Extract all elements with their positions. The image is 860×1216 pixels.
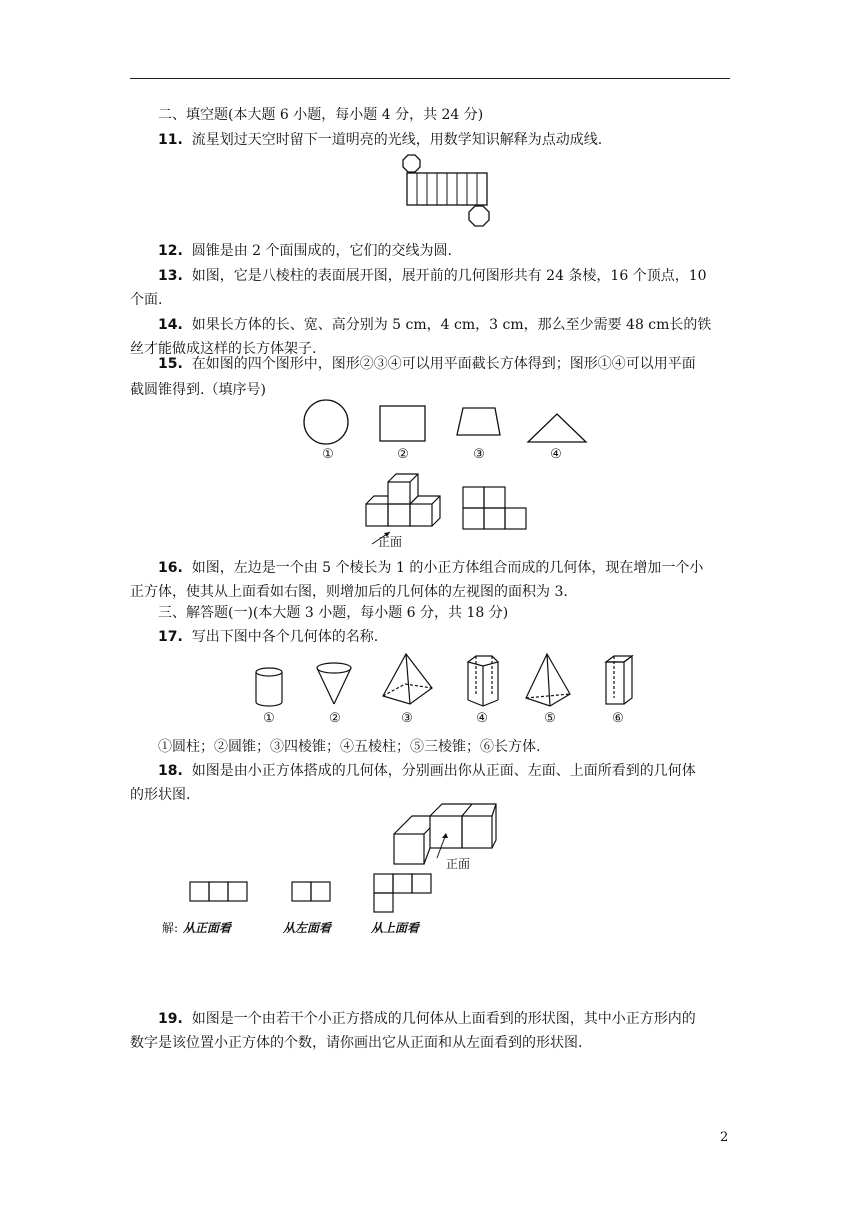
q16-front-label: 正面 [378,535,403,549]
left-view-drawing [292,882,330,901]
cylinder-shape [256,668,282,706]
cone-shape [317,663,351,704]
q15-shapes-figure [300,398,600,448]
question-13 [130,267,758,285]
question-number: 16. [158,560,183,576]
question-text: 如图，左边是一个由 5 个棱长为 1 的小正方体组合而成的几何体，现在增加一个小 [191,560,704,576]
q18-solution-views-figure [188,874,438,920]
question-16 [130,559,758,577]
circle-shape [304,400,348,444]
q16-cube-solid-figure [360,466,450,546]
question-number: 17. [158,629,183,645]
question-number: 13. [158,268,183,284]
octagonal-prism-net-figure [395,150,495,235]
q17-label-1: ① [263,711,275,726]
q15-label-2: ② [397,447,409,462]
question-18 [130,762,758,780]
question-19 [130,1010,758,1028]
header-rule [130,78,730,79]
question-19-cont: 数字是该位置小正方体的个数，请你画出它从正面和从左面看到的形状图. [130,1035,583,1051]
q18-front-label: 正面 [446,857,471,871]
q15-label-4: ④ [550,447,562,462]
question-14-cont: 丝才能做成这样的长方体架子. [130,341,317,357]
question-text: 如图是由小正方体搭成的几何体，分别画出你从正面、左面、上面所看到的几何体 [191,763,696,779]
q15-label-1: ① [322,447,334,462]
left-view-caption: 从左面看 [283,921,332,935]
question-number: 19. [158,1011,183,1027]
question-14 [130,316,758,334]
front-view-caption: 从正面看 [183,921,232,935]
pentagonal-prism-shape [468,656,498,706]
question-number: 11. [158,132,183,148]
trapezoid-shape [457,408,500,435]
question-number: 14. [158,317,183,333]
question-number: 15. [158,356,183,372]
solution-prefix: 解: [162,921,179,935]
q17-label-4: ④ [476,711,488,726]
top-view-drawing [374,874,431,912]
triangle-shape [528,414,586,442]
section3-heading: 三、解答题(一)(本大题 3 小题，每小题 6 分，共 18 分) [158,605,509,621]
question-number: 18. [158,763,183,779]
question-16-cont: 正方体，使其从上面看如右图，则增加后的几何体的左视图的面积为 3. [130,584,568,600]
question-15 [130,355,758,373]
q17-label-5: ⑤ [544,711,556,726]
question-18-cont: 的形状图. [130,787,191,803]
triangular-pyramid-shape [526,654,570,706]
page-number: 2 [720,1130,729,1145]
question-text: 圆锥是由 2 个面围成的，它们的交线为圆. [191,243,452,259]
q15-label-3: ③ [473,447,485,462]
top-view-caption: 从上面看 [371,921,420,935]
question-13-cont: 个面. [130,292,163,308]
question-number: 12. [158,243,183,259]
question-text: 在如图的四个图形中，图形②③④可以用平面截长方体得到；图形①④可以用平面 [191,356,696,372]
q17-answer: ①圆柱；②圆锥；③四棱锥；④五棱柱；⑤三棱锥；⑥长方体. [158,739,541,755]
q17-label-2: ② [329,711,341,726]
question-12 [130,242,758,260]
question-text: 如图是一个由若干个小正方搭成的几何体从上面看到的形状图，其中小正方形内的 [191,1011,696,1027]
question-text: 写出下图中各个几何体的名称. [191,629,379,645]
question-17 [130,628,758,646]
rectangular-prism-shape [606,656,632,704]
q17-label-6: ⑥ [612,711,624,726]
front-view-drawing [190,882,247,901]
q16-top-view-figure [462,486,528,532]
question-11 [130,131,758,149]
q18-cube-solid-figure [390,800,500,870]
q17-label-3: ③ [401,711,413,726]
rectangle-shape [380,406,425,441]
section2-heading: 二、填空题(本大题 6 小题，每小题 4 分，共 24 分) [158,107,484,123]
question-text: 如果长方体的长、宽、高分别为 5 cm，4 cm，3 cm，那么至少需要 48 cm长的铁 [191,317,712,333]
question-15-cont: 截圆锥得到.（填序号) [130,382,266,398]
q17-solids-figure [250,652,650,714]
square-pyramid-shape [383,654,432,704]
question-text: 如图，它是八棱柱的表面展开图，展开前的几何图形共有 24 条棱，16 个顶点，10 [191,268,707,284]
question-text: 流星划过天空时留下一道明亮的光线，用数学知识解释为点动成线. [191,132,603,148]
